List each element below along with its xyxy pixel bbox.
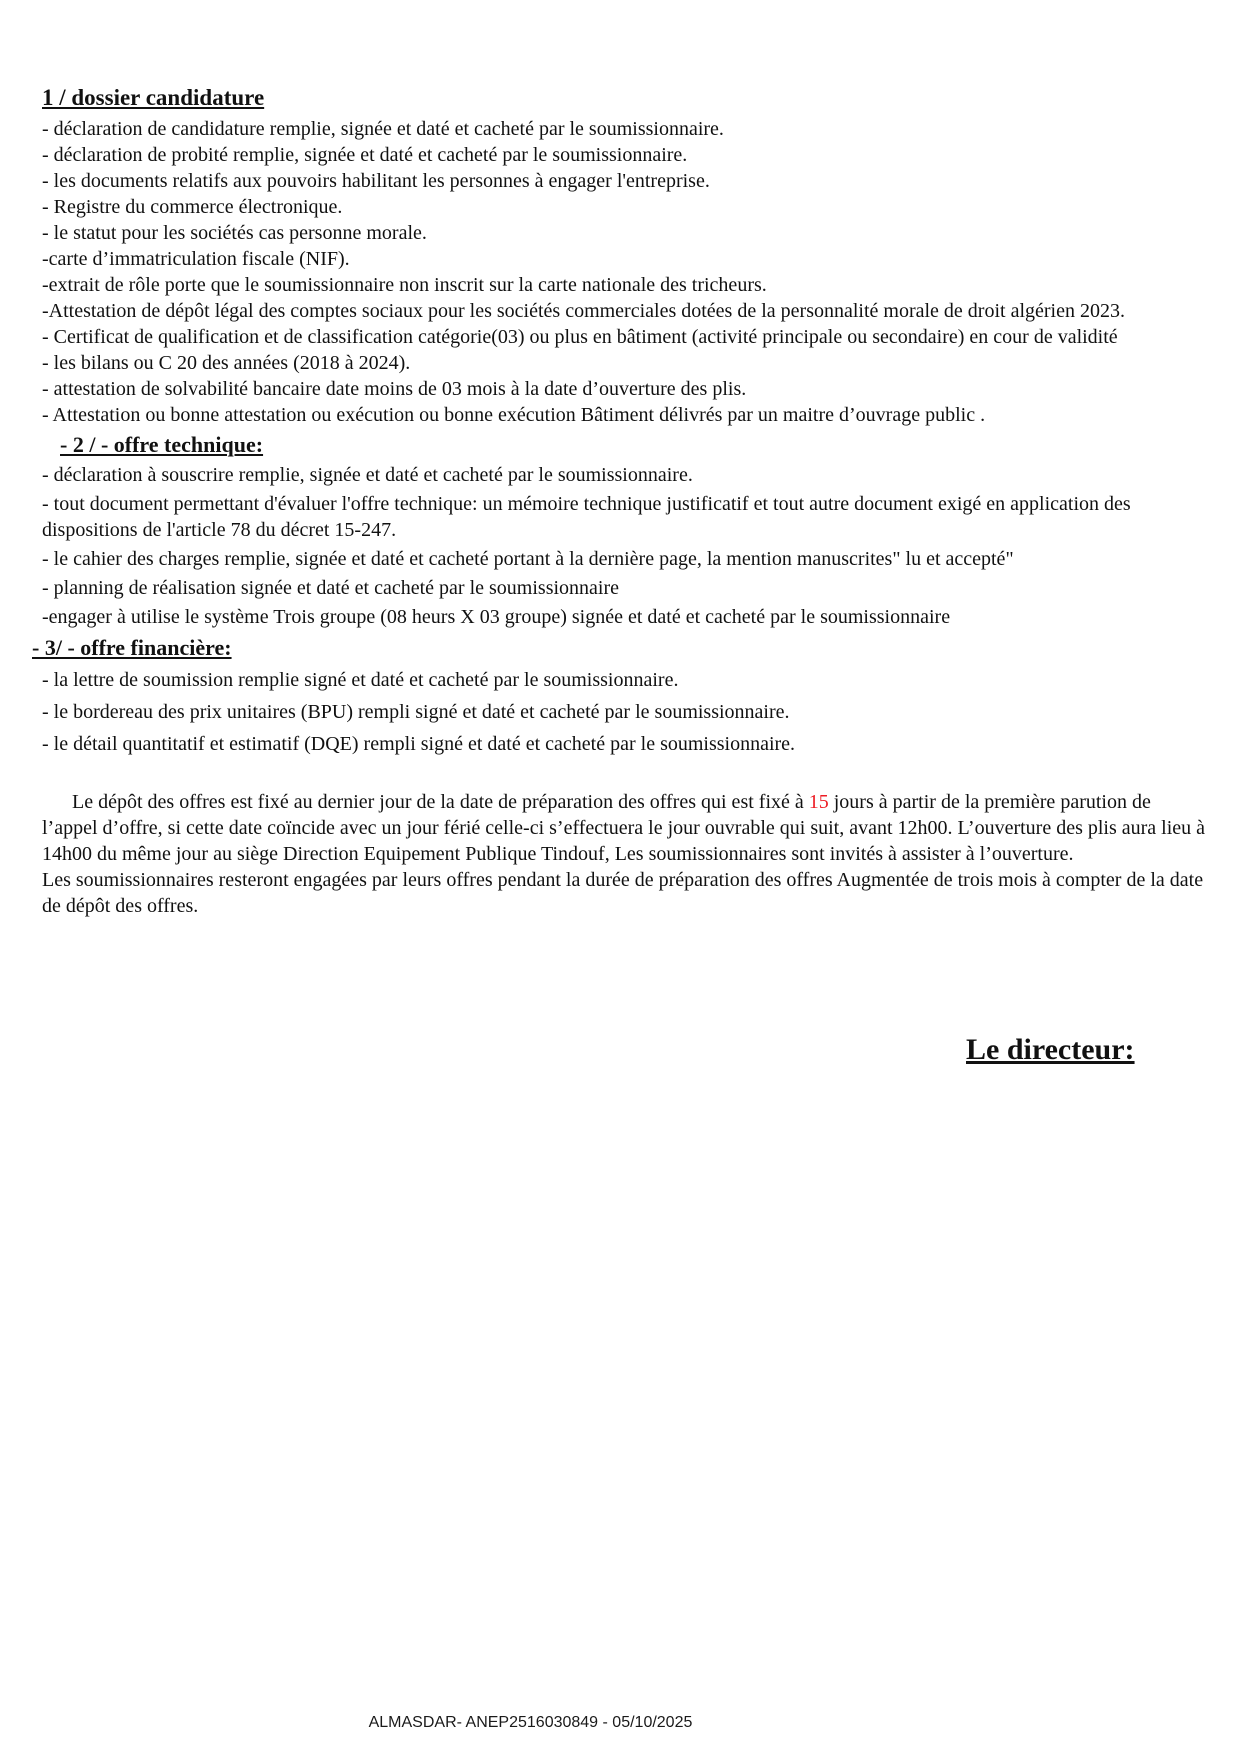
dossier-item: -carte d’immatriculation fiscale (NIF). — [42, 248, 350, 270]
signature-title: Le directeur: — [966, 1033, 1135, 1066]
section-dossier-candidature — [42, 116, 1208, 428]
offre-technique-item: -engager à utilise le système Trois groupe (08 heurs X 03 groupe) signée et daté et cacheté par le soumissionnaire — [42, 606, 951, 628]
offre-financiere-item: - la lettre de soumission remplie signé et daté et cacheté par le soumissionnaire. — [42, 669, 679, 691]
offre-technique-item: - planning de réalisation signée et daté et cacheté par le soumissionnaire — [42, 577, 620, 599]
offre-financiere-item: - le détail quantitatif et estimatif (DQE) rempli signé et daté et cacheté par le soumissionnaire. — [42, 733, 796, 755]
dossier-item: -Attestation de dépôt légal des comptes sociaux pour les sociétés commerciales dotées de la personnalité morale de droit algérien 2023. — [42, 300, 1125, 322]
closing-paragraph-text-before: Le dépôt des offres est fixé au dernier jour de la date de préparation des offres qui est fixé à — [72, 791, 809, 813]
dossier-item: - les documents relatifs aux pouvoirs habilitant les personnes à engager l'entreprise. — [42, 170, 710, 192]
section-heading-offre-technique: - 2 / - offre technique: — [60, 432, 264, 457]
section-heading-dossier-candidature: 1 / dossier candidature — [42, 85, 265, 110]
document-content — [32, 84, 1208, 919]
closing-paragraph-deadline — [42, 789, 1208, 867]
dossier-item: - déclaration de candidature remplie, signée et daté et cacheté par le soumissionnaire. — [42, 118, 724, 140]
dossier-item: - attestation de solvabilité bancaire date moins de 03 mois à la date d’ouverture des plis. — [42, 378, 747, 400]
offre-technique-item: - tout document permettant d'évaluer l'offre technique: un mémoire technique justificatif et tout autre document exigé en application des dispositions de l'article 78 du décret 15-247. — [42, 493, 1131, 541]
closing-block — [42, 789, 1208, 919]
offre-financiere-item: - le bordereau des prix unitaires (BPU) rempli signé et daté et cacheté par le soumissionnaire. — [42, 701, 790, 723]
dossier-item: - Certificat de qualification et de classification catégorie(03) ou plus en bâtiment (activité principale ou secondaire) en cour de validité — [42, 326, 1118, 348]
dossier-item: - Registre du commerce électronique. — [42, 196, 343, 218]
dossier-item: - le statut pour les sociétés cas personne morale. — [42, 222, 427, 244]
dossier-item: - Attestation ou bonne attestation ou exécution ou bonne exécution Bâtiment délivrés par un maitre d’ouvrage public . — [42, 404, 986, 426]
dossier-item: - les bilans ou C 20 des années (2018 à 2024). — [42, 352, 411, 374]
delay-days-value: 15 — [808, 791, 829, 813]
closing-paragraph-validity: Les soumissionnaires resteront engagées par leurs offres pendant la durée de préparation des offres Augmentée de trois mois à compter de la date de dépôt des offres. — [42, 869, 1204, 917]
closing-paragraph-text-after: jours à partir de la première parution de l’appel d’offre, si cette date coïncide avec un jour férié celle-ci s’effectuera le jour ouvrable qui suit, avant 12h00. L’ouverture des plis aura lieu à 14h00 du même jour au siège Direction Equipement Publique Tindouf, Les soumissionnaires sont invités à assister à l’ouverture. — [42, 791, 1206, 865]
dossier-item: - déclaration de probité remplie, signée et daté et cacheté par le soumissionnaire. — [42, 144, 688, 166]
section-heading-offre-financiere: - 3/ - offre financière: — [32, 635, 232, 660]
section-offre-financiere — [42, 667, 1208, 757]
footer-publication-reference: ALMASDAR- ANEP2516030849 - 05/10/2025 — [368, 1714, 693, 1731]
offre-technique-item: - le cahier des charges remplie, signée et daté et cacheté portant à la dernière page, la mention manuscrites" lu et accepté" — [42, 548, 1014, 570]
offre-technique-item: - déclaration à souscrire remplie, signée et daté et cacheté par le soumissionnaire. — [42, 464, 693, 486]
dossier-item: -extrait de rôle porte que le soumissionnaire non inscrit sur la carte nationale des tricheurs. — [42, 274, 767, 296]
section-offre-technique — [42, 462, 1208, 630]
